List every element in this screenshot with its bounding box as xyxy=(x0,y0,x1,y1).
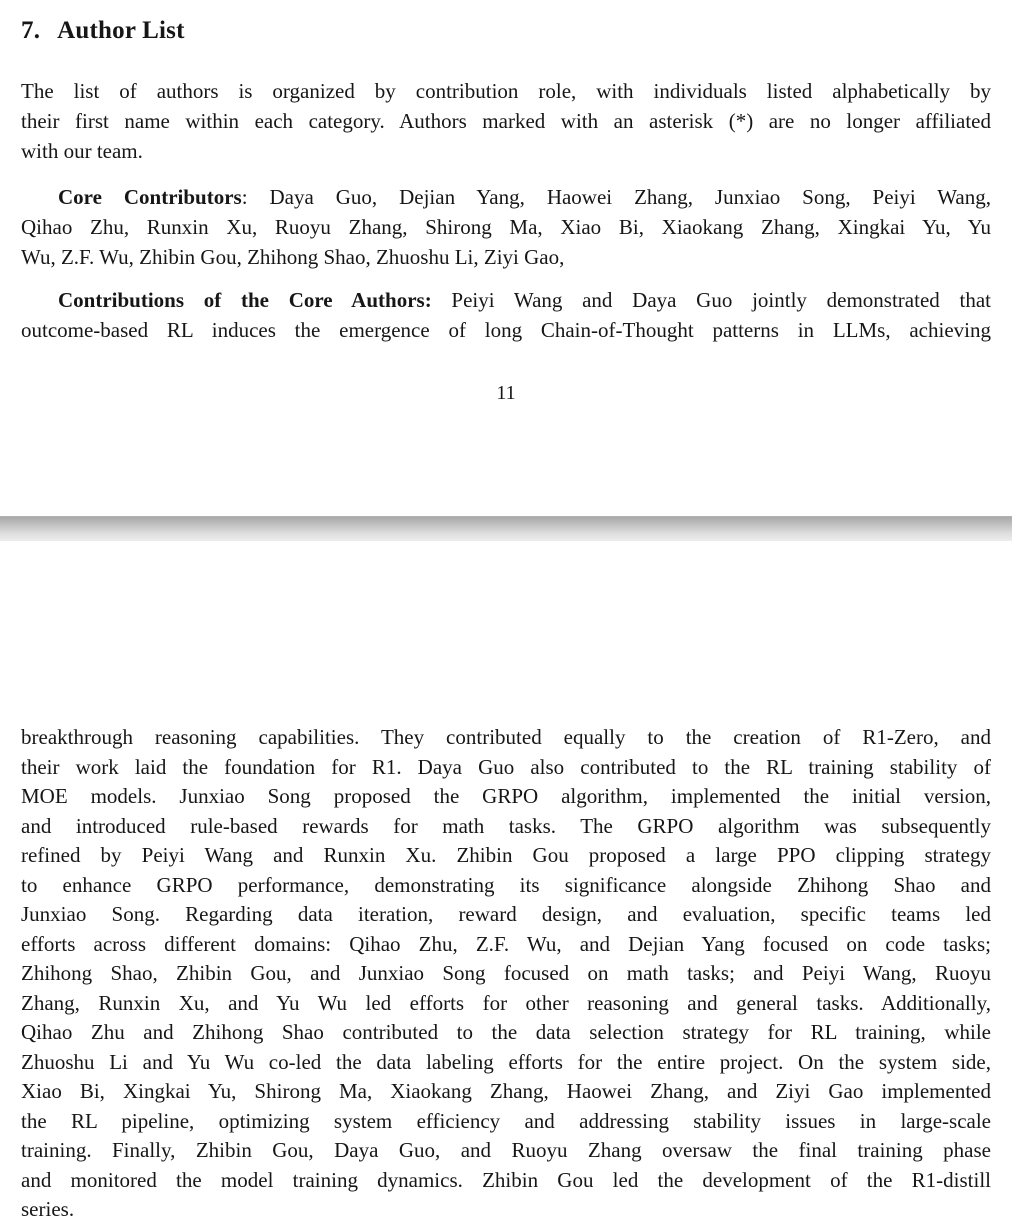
text-run: outcome-based RL induces the emergence of long Chain-of-Thought patterns in LLMs, achieving xyxy=(21,318,991,342)
text-run: to enhance GRPO performance, demonstrating its significance alongside Zhihong Shao and xyxy=(21,872,991,897)
page-11 xyxy=(0,0,1012,516)
text-run: their first name within each category. Authors marked with an asterisk (*) are no longer affiliated xyxy=(21,109,991,133)
section-title: Author List xyxy=(57,17,185,44)
text-line xyxy=(21,989,991,1019)
bold-text-run: Contributions of the Core Authors: xyxy=(58,288,432,312)
text-line xyxy=(21,1136,991,1166)
text-run: Zhihong Shao, Zhibin Gou, and Junxiao Song focused on math tasks; and Peiyi Wang, Ruoyu xyxy=(21,961,991,985)
text-run: Junxiao Song. Regarding data iteration, reward design, and evaluation, specific teams led xyxy=(21,902,991,926)
text-run: the RL pipeline, optimizing system efficiency and addressing stability issues in large-scale xyxy=(21,1108,991,1133)
text-line xyxy=(21,242,991,272)
text-line xyxy=(21,930,991,960)
page-number: 11 xyxy=(496,382,516,404)
intro-paragraph xyxy=(21,76,991,166)
text-run: efforts across different domains: Qihao Zhu, Z.F. Wu, and Dejian Yang focused on code tasks; xyxy=(21,931,991,956)
text-line xyxy=(21,136,991,166)
page-divider xyxy=(0,516,1012,541)
text-line xyxy=(21,1048,991,1078)
section-number: 7. xyxy=(21,17,41,44)
text-run: Xiao Bi, Xingkai Yu, Shirong Ma, Xiaokang Zhang, Haowei Zhang, and Ziyi Gao implemented xyxy=(21,1079,991,1103)
text-line xyxy=(21,106,991,136)
text-line xyxy=(21,812,991,842)
text-run: refined by Peiyi Wang and Runxin Xu. Zhibin Gou proposed a large PPO clipping strategy xyxy=(21,843,991,867)
text-run: Zhang, Runxin Xu, and Yu Wu led efforts for other reasoning and general tasks. Additionally, xyxy=(21,990,991,1015)
text-run: training. Finally, Zhibin Gou, Daya Guo, and Ruoyu Zhang oversaw the final training phase xyxy=(21,1138,991,1162)
text-line xyxy=(21,959,991,989)
text-run: and introduced rule-based rewards for math tasks. The GRPO algorithm was subsequently xyxy=(21,813,991,838)
text-run: with our team. xyxy=(21,139,143,163)
text-run: Peiyi Wang and Daya Guo jointly demonstrated that xyxy=(431,288,991,312)
text-run: their work laid the foundation for R1. Daya Guo also contributed to the RL training stability of xyxy=(21,754,991,779)
text-run: : Daya Guo, Dejian Yang, Haowei Zhang, Junxiao Song, Peiyi Wang, xyxy=(241,185,992,209)
text-line xyxy=(21,1077,991,1107)
core-contributors-paragraph xyxy=(21,182,991,272)
text-line xyxy=(21,1107,991,1137)
text-line xyxy=(21,285,991,315)
text-run: series. xyxy=(21,1197,75,1221)
text-run: Wu, Z.F. Wu, Zhibin Gou, Zhihong Shao, Zhuoshu Li, Ziyi Gao, xyxy=(21,245,565,269)
text-run: breakthrough reasoning capabilities. They contributed equally to the creation of R1-Zero, and xyxy=(21,725,991,749)
text-line xyxy=(21,212,991,242)
text-run: and monitored the model training dynamics. Zhibin Gou led the development of the R1-distill xyxy=(21,1167,991,1192)
text-line xyxy=(21,1018,991,1048)
contributions-paragraph xyxy=(21,285,991,345)
text-line xyxy=(21,76,991,106)
text-line xyxy=(21,182,991,212)
bold-text-run: Core Contributors xyxy=(58,185,242,209)
text-run: Qihao Zhu and Zhihong Shao contributed to the data selection strategy for RL training, while xyxy=(21,1020,991,1044)
text-line xyxy=(21,871,991,901)
text-run: The list of authors is organized by contribution role, with individuals listed alphabetically by xyxy=(21,79,991,103)
text-line xyxy=(21,782,991,812)
text-line xyxy=(21,723,991,753)
section-heading xyxy=(21,16,991,46)
text-line xyxy=(21,315,991,345)
contributions-continued-paragraph xyxy=(21,723,991,1225)
text-line xyxy=(21,1195,991,1225)
page-12 xyxy=(0,541,1012,1222)
text-line xyxy=(21,753,991,783)
text-run: Qihao Zhu, Runxin Xu, Ruoyu Zhang, Shirong Ma, Xiao Bi, Xiaokang Zhang, Xingkai Yu, Yu xyxy=(21,215,991,239)
text-run: Zhuoshu Li and Yu Wu co-led the data labeling efforts for the entire project. On the system side, xyxy=(21,1049,991,1074)
text-line xyxy=(21,1166,991,1196)
text-run: MOE models. Junxiao Song proposed the GRPO algorithm, implemented the initial version, xyxy=(21,784,991,808)
text-line xyxy=(21,900,991,930)
text-line xyxy=(21,841,991,871)
